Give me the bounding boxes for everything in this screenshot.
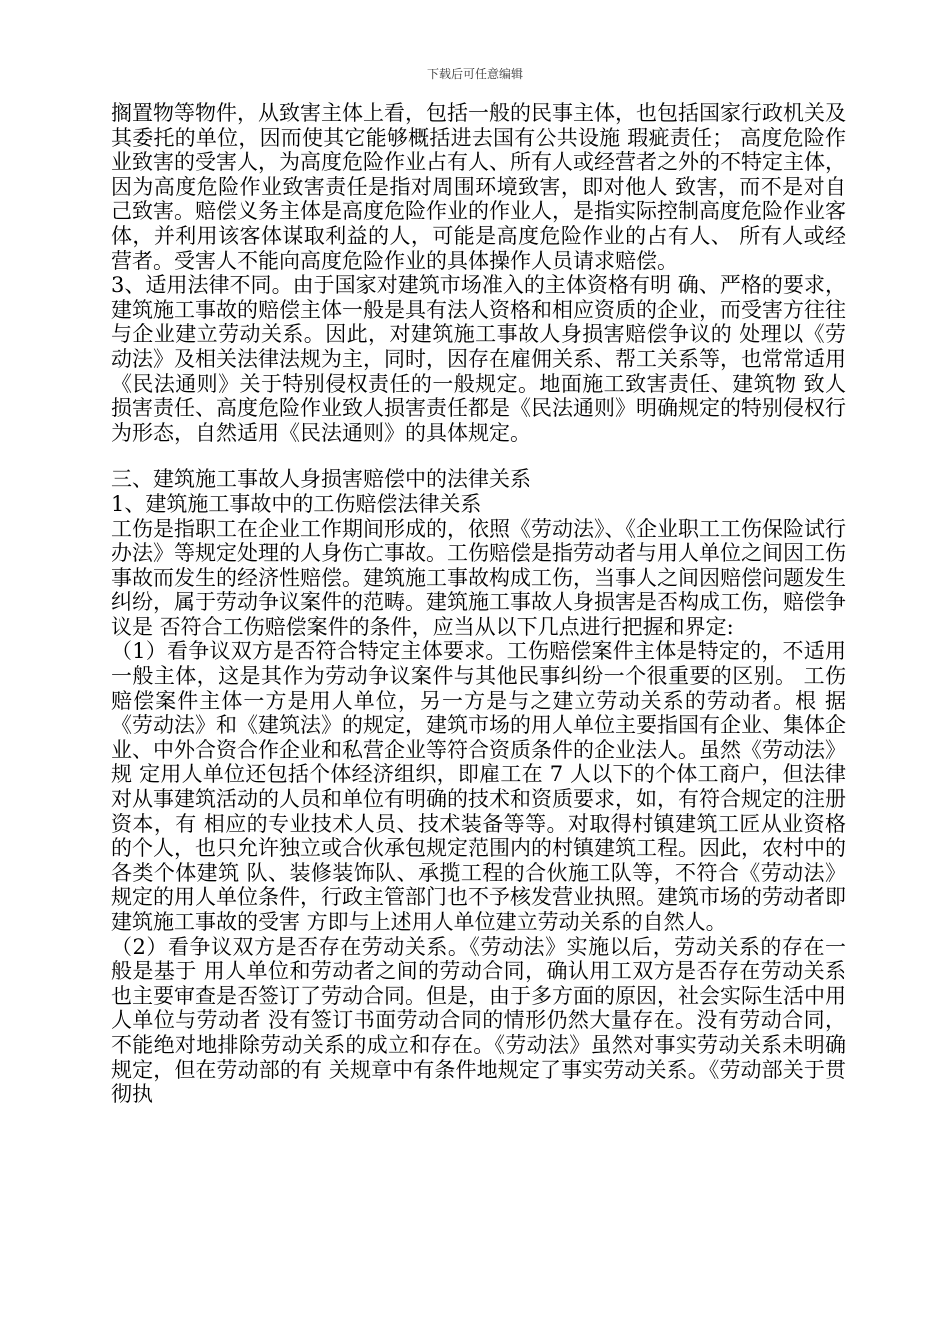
subsection-heading-work-injury: 1、建筑施工事故中的工伤赔偿法律关系: [111, 491, 482, 516]
paragraph-point-1-subjects: （1）看争议双方是否符合特定主体要求。工伤赔偿案件主体是特定的，不适用一般主体，这是其作为劳动争议案件与其他民事纠纷一个很重要的区别。 工伤赔偿案件主体一方是用人单位，另一方是与之建立劳动关系的劳动者。根 据《劳动法》和《建筑法》的规定，建筑市场的用人单位主要指国有企业、集体企业、中外合资合作企业和私营企业等符合资质条件的企业法人。虽然《劳动法》规 定用人单位还包括个体经济组织，即雇工在 7 人以下的个体工商户，但法律对从事建筑活动的人员和单位有明确的技术和资质要求，如，有符合规定的注册资本，有 相应的专业技术人员、技术装备等等。对取得村镇建筑工匠从业资格的个人，也只允许独立或合伙承包规定范围内的村镇建筑工程。因此，农村中的各类个体建筑 队、装修装饰队、承揽工程的合伙施工队等，不符合《劳动法》规定的用人单位条件，行政主管部门也不予核发营业执照。建筑市场的劳动者即建筑施工事故的受害 方即与上述用人单位建立劳动关系的自然人。: [111, 639, 846, 934]
paragraph-applicable-law: 3、适用法律不同。由于国家对建筑市场准入的主体资格有明 确、严格的要求，建筑施工事故的赔偿主体一般是具有法人资格和相应资质的企业，而受害方往往与企业建立劳动关系。因此，对建筑施工事故人身损害赔偿争议的 处理以《劳动法》及相关法律法规为主，同时，因存在雇佣关系、帮工关系等，也常常适用《民法通则》关于特别侵权责任的一般规定。地面施工致害责任、建筑物 致人损害责任、高度危险作业致人损害责任都是《民法通则》明确规定的特别侵权行为形态，自然适用《民法通则》的具体规定。: [111, 273, 846, 445]
page-header: 下载后可任意编辑: [426, 67, 523, 81]
document-body: [111, 101, 846, 1107]
paragraph-liability-subjects: 搁置物等物件，从致害主体上看，包括一般的民事主体，也包括国家行政机关及其委托的单位，因而使其它能够概括进去国有公共设施 瑕疵责任； 高度危险作业致害的受害人，为高度危险作业占有人、所有人或经营者之外的不特定主体，因为高度危险作业致害责任是指对周围环境致害，即对他人 致害，而不是对自己致害。赔偿义务主体是高度危险作业的作业人，是指实际控制高度危险作业客体，并利用该客体谋取利益的人，可能是高度危险作业的占有人、 所有人或经营者。受害人不能向高度危险作业的具体操作人员请求赔偿。: [111, 101, 846, 273]
paragraph-point-2-labor-relation: （2）看争议双方是否存在劳动关系。《劳动法》实施以后，劳动关系的存在一般是基于 用人单位和劳动者之间的劳动合同，确认用工双方是否存在劳动关系也主要审查是否签订了劳动合同。但是，由于多方面的原因，社会实际生活中用人单位与劳动者 没有签订书面劳动合同的情形仍然大量存在。没有劳动合同，不能绝对地排除劳动关系的成立和存在。《劳动法》虽然对事实劳动关系未明确规定，但在劳动部的有 关规章中有条件地规定了事实劳动关系。《劳动部关于贯彻执: [111, 934, 846, 1107]
paragraph-work-injury-definition: 工伤是指职工在企业工作期间形成的，依照《劳动法》、《企业职工工伤保险试行办法》等规定处理的人身伤亡事故。工伤赔偿是指劳动者与用人单位之间因工伤 事故而发生的经济性赔偿。建筑施工事故构成工伤，当事人之间因赔偿问题发生纠纷，属于劳动争议案件的范畴。建筑施工事故人身损害是否构成工伤，赔偿争议是 否符合工伤赔偿案件的条件，应当从以下几点进行把握和界定:: [111, 516, 846, 639]
section-heading-legal-relations: 三、建筑施工事故人身损害赔偿中的法律关系: [111, 467, 531, 492]
